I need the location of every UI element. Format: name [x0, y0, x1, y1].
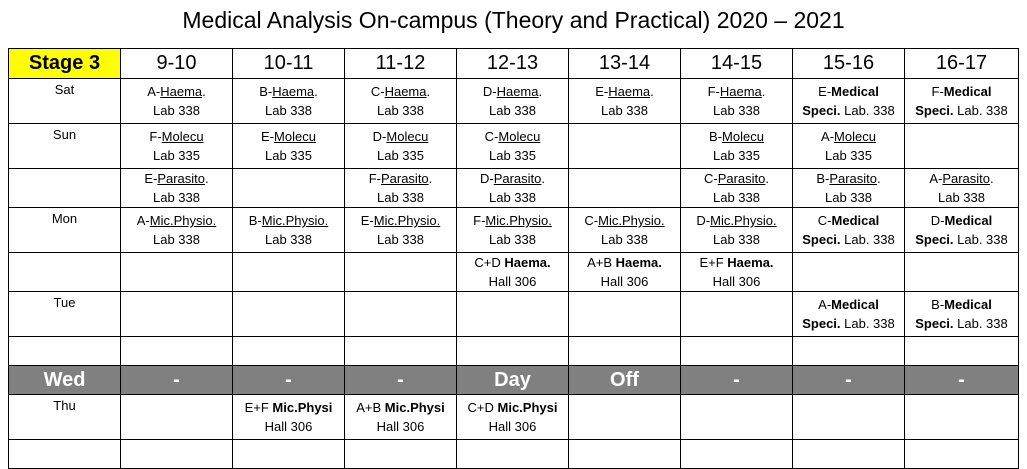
table-row	[9, 124, 1019, 169]
header-row	[9, 49, 1019, 79]
empty-cell	[121, 292, 233, 337]
empty-cell	[681, 395, 793, 440]
day-off-cell: -	[681, 366, 793, 395]
time-header: 13-14	[569, 49, 681, 79]
empty-cell	[569, 337, 681, 366]
day-label: Mon	[9, 208, 121, 253]
day-off-cell: Off	[569, 366, 681, 395]
empty-cell	[905, 337, 1019, 366]
class-cell: E+F Mic.Physi Hall 306	[233, 395, 345, 440]
empty-cell	[457, 337, 569, 366]
empty-cell	[457, 292, 569, 337]
empty-cell	[569, 292, 681, 337]
day-off-cell: -	[233, 366, 345, 395]
day-label: Sat	[9, 79, 121, 124]
empty-cell	[233, 169, 345, 208]
day-label	[9, 169, 121, 208]
empty-cell	[569, 169, 681, 208]
class-cell: E-Haema. Lab 338	[569, 79, 681, 124]
empty-cell	[9, 440, 121, 469]
class-cell: A+B Mic.Physi Hall 306	[345, 395, 457, 440]
empty-cell	[681, 440, 793, 469]
time-header: 14-15	[681, 49, 793, 79]
day-off-row	[9, 366, 1019, 395]
class-cell: F-Molecu Lab 335	[121, 124, 233, 169]
day-label: Tue	[9, 292, 121, 337]
table-row	[9, 253, 1019, 292]
empty-cell	[569, 440, 681, 469]
empty-cell	[793, 440, 905, 469]
empty-cell	[345, 253, 457, 292]
class-cell: D-Molecu Lab 335	[345, 124, 457, 169]
class-cell: F-Parasito. Lab 338	[345, 169, 457, 208]
table-row	[9, 337, 1019, 366]
day-off-cell: -	[793, 366, 905, 395]
class-cell: C-Haema. Lab 338	[345, 79, 457, 124]
empty-cell	[233, 292, 345, 337]
class-cell: A-Parasito. Lab 338	[905, 169, 1019, 208]
class-cell: A-Medical Speci. Lab. 338	[793, 292, 905, 337]
empty-cell	[9, 337, 121, 366]
class-cell: C-Mic.Physio. Lab 338	[569, 208, 681, 253]
empty-cell	[905, 253, 1019, 292]
class-cell: F-Medical Speci. Lab. 338	[905, 79, 1019, 124]
class-cell: D-Medical Speci. Lab. 338	[905, 208, 1019, 253]
stage-label: Stage 3	[9, 49, 121, 79]
empty-cell	[345, 440, 457, 469]
class-cell: C+D Mic.Physi Hall 306	[457, 395, 569, 440]
class-cell: A+B Haema. Hall 306	[569, 253, 681, 292]
table-row	[9, 79, 1019, 124]
class-cell: B-Medical Speci. Lab. 338	[905, 292, 1019, 337]
empty-cell	[569, 124, 681, 169]
class-cell: F-Haema. Lab 338	[681, 79, 793, 124]
empty-cell	[233, 440, 345, 469]
class-cell: C+D Haema. Hall 306	[457, 253, 569, 292]
time-header: 16-17	[905, 49, 1019, 79]
class-cell: A-Molecu Lab 335	[793, 124, 905, 169]
class-cell: E-Parasito. Lab 338	[121, 169, 233, 208]
empty-cell	[121, 337, 233, 366]
empty-cell	[793, 395, 905, 440]
table-row	[9, 208, 1019, 253]
day-label	[9, 253, 121, 292]
class-cell: C-Medical Speci. Lab. 338	[793, 208, 905, 253]
class-cell: D-Haema. Lab 338	[457, 79, 569, 124]
class-cell: B-Haema. Lab 338	[233, 79, 345, 124]
class-cell: E-Mic.Physio. Lab 338	[345, 208, 457, 253]
table-row	[9, 292, 1019, 337]
day-off-cell: -	[345, 366, 457, 395]
empty-cell	[569, 395, 681, 440]
time-header: 11-12	[345, 49, 457, 79]
class-cell: D-Mic.Physio. Lab 338	[681, 208, 793, 253]
class-cell: F-Mic.Physio. Lab 338	[457, 208, 569, 253]
day-label: Wed	[9, 366, 121, 395]
empty-cell	[681, 292, 793, 337]
class-cell: E+F Haema. Hall 306	[681, 253, 793, 292]
table-row	[9, 169, 1019, 208]
empty-cell	[793, 337, 905, 366]
empty-cell	[905, 395, 1019, 440]
day-off-cell: Day	[457, 366, 569, 395]
empty-cell	[233, 337, 345, 366]
day-off-cell: -	[121, 366, 233, 395]
class-cell: C-Molecu Lab 335	[457, 124, 569, 169]
empty-cell	[345, 337, 457, 366]
time-header: 9-10	[121, 49, 233, 79]
class-cell: E-Molecu Lab 335	[233, 124, 345, 169]
day-off-cell: -	[905, 366, 1019, 395]
class-cell: B-Mic.Physio. Lab 338	[233, 208, 345, 253]
empty-cell	[681, 337, 793, 366]
day-label: Thu	[9, 395, 121, 440]
empty-cell	[121, 395, 233, 440]
day-label: Sun	[9, 124, 121, 169]
empty-cell	[345, 292, 457, 337]
empty-cell	[121, 440, 233, 469]
class-cell: B-Molecu Lab 335	[681, 124, 793, 169]
page-title: Medical Analysis On-campus (Theory and Practical) 2020 – 2021	[182, 7, 845, 33]
time-header: 10-11	[233, 49, 345, 79]
class-cell: E-Medical Speci. Lab. 338	[793, 79, 905, 124]
class-cell: B-Parasito. Lab 338	[793, 169, 905, 208]
empty-cell	[793, 253, 905, 292]
empty-cell	[905, 440, 1019, 469]
table-row	[9, 440, 1019, 469]
empty-cell	[233, 253, 345, 292]
empty-cell	[457, 440, 569, 469]
class-cell: A-Mic.Physio. Lab 338	[121, 208, 233, 253]
time-header: 12-13	[457, 49, 569, 79]
time-header: 15-16	[793, 49, 905, 79]
timetable	[8, 48, 1019, 469]
class-cell: C-Parasito. Lab 338	[681, 169, 793, 208]
empty-cell	[121, 253, 233, 292]
table-row	[9, 395, 1019, 440]
class-cell: D-Parasito. Lab 338	[457, 169, 569, 208]
empty-cell	[905, 124, 1019, 169]
class-cell: A-Haema. Lab 338	[121, 79, 233, 124]
